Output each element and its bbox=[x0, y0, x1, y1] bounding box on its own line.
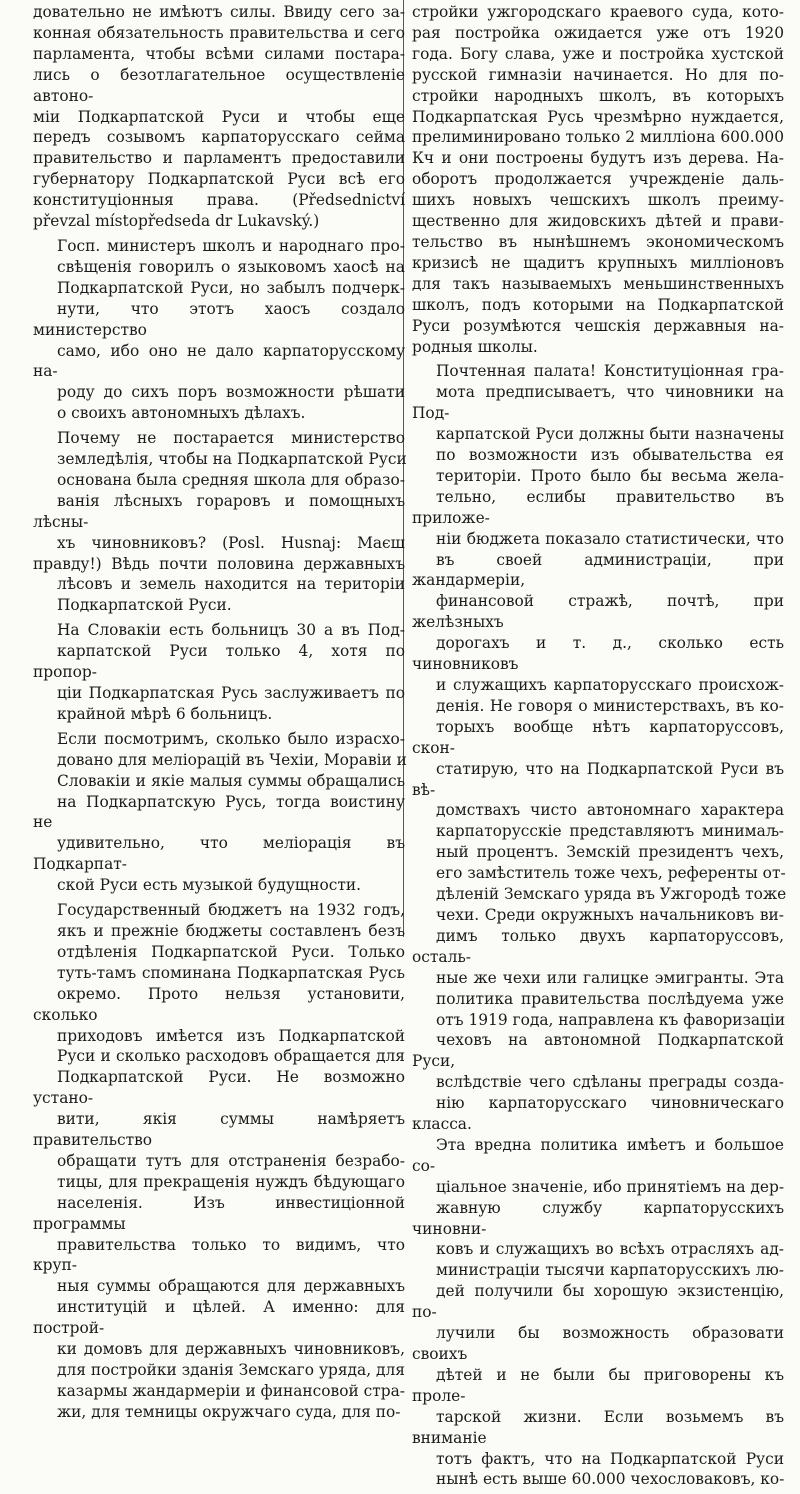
paragraph bbox=[33, 729, 405, 896]
text-line: нынѣ есть выше 60.000 чехословаковъ, ко- bbox=[436, 1470, 785, 1489]
text-line: казармы жандармеріи и финансовой стра- bbox=[57, 1381, 405, 1400]
text-line: нію карпаторусскаго чиновническаго класса. bbox=[412, 1094, 784, 1134]
text-line: Государственный бюджетъ на 1932 годъ, bbox=[57, 901, 405, 920]
text-line: димъ только двухъ карпаторуссовъ, осталь- bbox=[412, 926, 784, 966]
text-line: въ своей администраціи, при жандармеріи, bbox=[412, 550, 784, 590]
text-line: Кч и они построены будутъ изъ дерева. На- bbox=[412, 149, 784, 168]
right-column bbox=[412, 2, 787, 1494]
text-line: ской Руси есть музыкой будущности. bbox=[57, 876, 362, 895]
left-column bbox=[33, 2, 405, 1427]
text-line: ныя суммы обращаются для державныхъ bbox=[57, 1277, 405, 1296]
text-line: хъ чиновниковъ? (Posl. Husnaj: Маєш правду!) Вѣдь почти половина державныхъ bbox=[33, 533, 405, 573]
text-line: лучили бы возможность образовати своихъ bbox=[412, 1324, 784, 1363]
text-line: по возможности изъ обывательства ея bbox=[436, 446, 784, 465]
paragraph bbox=[33, 620, 405, 725]
text-line: чехи. Среди окружныхъ начальниковъ ви- bbox=[436, 905, 784, 924]
text-line: обращати тутъ для отстраненія безрабо- bbox=[57, 1151, 405, 1170]
text-line: ніи бюджета показало статистически, что bbox=[436, 529, 784, 548]
text-line: дѣтей и не были бы приговорены къ проле- bbox=[412, 1365, 784, 1405]
text-line: правительства только то видимъ, что круп- bbox=[33, 1235, 405, 1275]
text-line: нути, что этотъ хаосъ создало министерство bbox=[33, 299, 405, 339]
paragraph bbox=[33, 2, 405, 232]
text-line: торыхъ вообще нѣтъ карпаторуссовъ, скон- bbox=[412, 717, 784, 757]
text-line: чеховъ на автономной Подкарпатской Руси, bbox=[412, 1031, 784, 1071]
text-line: Если посмотримъ, сколько было израсхо- bbox=[57, 729, 405, 748]
text-line: оборотъ продолжается учрежденіе даль- bbox=[412, 170, 784, 189]
text-line: кризисѣ не щадитъ крупныхъ милліоновъ bbox=[412, 253, 784, 272]
text-line: щественно для жидовскихъ дѣтей и прави- bbox=[412, 212, 784, 231]
text-line: тельно, еслибы правительство въ приложе- bbox=[412, 487, 784, 527]
text-line: мота предписываетъ, что чиновники на Под- bbox=[412, 383, 784, 423]
text-line: отъ 1919 года, направлена къ фаворизаціи bbox=[436, 1010, 786, 1029]
text-line: политика правительства послѣдуема уже bbox=[436, 989, 784, 1008]
text-line: тельство въ нынѣшнемъ экономическомъ bbox=[412, 232, 784, 251]
text-line: жавную службу карпаторусскихъ чиновни- bbox=[412, 1198, 784, 1238]
text-line: стройки народныхъ школъ, въ которыхъ bbox=[412, 86, 784, 105]
text-line: окремо. Прото нельзя установити, сколько bbox=[33, 984, 405, 1024]
text-line: Подкарпатская Русь чрезмѣрно нуждается, bbox=[412, 107, 784, 126]
text-line: карпатской Руси только 4, хотя по пропор- bbox=[33, 642, 405, 682]
text-line: ковъ и служащихъ во всѣхъ отрасляхъ ад- bbox=[436, 1240, 784, 1259]
text-line: статирую, что на Подкарпатской Руси въ вѣ- bbox=[412, 759, 784, 799]
paragraph bbox=[33, 428, 405, 616]
text-line: Руси и сколько расходовъ обращается для bbox=[57, 1047, 405, 1066]
text-line: ки домовъ для державныхъ чиновниковъ, bbox=[57, 1340, 405, 1359]
text-line: тицы, для прекращенія нуждъ бѣдующаго bbox=[57, 1172, 405, 1191]
text-line: туть-тамъ споминана Подкарпатская Русь bbox=[57, 963, 405, 982]
text-line: само, ибо оно не дало карпаторусскому на- bbox=[33, 341, 405, 381]
text-line: вити, якія суммы намѣряетъ правительство bbox=[33, 1110, 405, 1150]
text-line: ціи Подкарпатская Русь заслуживаетъ по bbox=[57, 684, 405, 702]
text-line: дорогахъ и т. д., сколько есть чиновниковъ bbox=[412, 634, 784, 674]
text-line: его замѣститель тоже чехъ, референты от- bbox=[436, 864, 786, 883]
text-line: денія. Не говоря о министерствахъ, въ ко- bbox=[436, 696, 784, 715]
text-line: на Подкарпатскую Русь, тогда воистину не bbox=[33, 792, 405, 832]
text-line: Эта вредна политика имѣетъ и большое со- bbox=[412, 1135, 784, 1175]
text-line: Подкарпатской Руси. Не возможно устано- bbox=[33, 1068, 405, 1108]
text-line: школъ, подъ которыми на Подкарпатской bbox=[412, 295, 784, 314]
text-line: довано для меліорацій въ Чехіи, Моравіи и bbox=[57, 750, 407, 769]
paragraph bbox=[33, 236, 405, 424]
text-line: якъ и прежніе бюджеты составленъ безъ bbox=[57, 921, 405, 940]
text-line: Руси розумѣются чешскія державныя на- bbox=[412, 316, 784, 335]
text-line: отдѣленія Подкарпатской Руси. Только bbox=[57, 942, 405, 961]
paragraph bbox=[33, 900, 405, 1423]
paragraph bbox=[412, 2, 784, 357]
text-line: крайной мѣрѣ 6 больницъ. bbox=[57, 704, 273, 723]
text-line: приходовъ имѣется изъ Подкарпатской bbox=[57, 1026, 405, 1045]
text-line: губернатору Подкарпатской Руси всѣ его bbox=[33, 170, 405, 189]
text-line: конституціонныя права. (Předsednictví převzal místopředseda dr Lukavský.) bbox=[33, 191, 405, 231]
text-line: парламента, чтобы всѣми силами постара- bbox=[33, 44, 405, 63]
text-line: рая постройка ожидается уже отъ 1920 bbox=[412, 23, 784, 42]
text-line: населенія. Изъ инвестиціонной программы bbox=[33, 1193, 405, 1233]
text-line: конная обязательность правительства и сего bbox=[33, 23, 405, 42]
text-line: карпаторусскіе представляютъ минимаљ- bbox=[436, 822, 784, 841]
text-line: домствахъ чисто автономнаго характера bbox=[436, 801, 784, 820]
text-line: русской гимназіи начинается. Но для по- bbox=[412, 65, 784, 84]
text-line: свѣщенія говорилъ о языковомъ хаосѣ на bbox=[57, 257, 405, 276]
text-line: жи, для темницы окружчаго суда, для по- bbox=[57, 1402, 401, 1421]
paragraph bbox=[412, 361, 787, 1490]
text-line: для такъ называемыхъ меньшинственныхъ bbox=[412, 274, 784, 293]
text-line: територіи. Прото было бы весьма жела- bbox=[436, 466, 784, 485]
text-line: карпатской Руси должны быти назначены bbox=[436, 425, 784, 444]
text-line: удивительно, что меліорація въ Подкарпат- bbox=[33, 834, 405, 874]
text-line: для постройки зданія Земскаго уряда, для bbox=[57, 1361, 405, 1379]
text-line: довательно не имѣютъ силы. Ввиду сего за- bbox=[33, 3, 405, 21]
text-line: министраціи тысячи карпаторусскихъ лю- bbox=[436, 1261, 784, 1280]
text-line: земледѣлія, чтобы на Подкарпатской Руси bbox=[57, 450, 407, 469]
text-line: стройки ужгородскаго краевого суда, кото- bbox=[412, 3, 784, 21]
text-line: тарской жизни. Если возьмемъ въ вниманіе bbox=[412, 1407, 784, 1447]
text-line: прелиминировано только 2 милліона 600.000 bbox=[412, 128, 784, 147]
text-line: Подкарпатской Руси, но забылъ подчерк- bbox=[57, 278, 405, 297]
text-line: Госп. министеръ школъ и народнаго про- bbox=[57, 236, 405, 255]
text-line: Словакіи и якіе малыя суммы обращались bbox=[57, 771, 405, 790]
text-line: роду до сихъ поръ возможности рѣшати bbox=[57, 383, 405, 402]
text-line: На Словакіи есть больницъ 30 а въ Под- bbox=[57, 621, 405, 640]
text-line: лись о безотлагательное осуществленіе автоно- bbox=[33, 65, 405, 105]
text-line: дѣленій Земскаго уряда въ Ужгородѣ тоже bbox=[436, 885, 787, 904]
text-line: дей получили бы хорошую экзистенцію, по- bbox=[412, 1282, 784, 1322]
text-line: тотъ фактъ, что на Подкарпатской Руси bbox=[436, 1449, 784, 1468]
text-line: передъ созывомъ карпаторусскаго сейма bbox=[33, 128, 405, 147]
text-line: вслѣдствіе чего сдѣланы преграды созда- bbox=[436, 1073, 784, 1092]
text-line: Подкарпатской Руси. bbox=[57, 596, 232, 615]
text-line: Почтенная палата! Конституціонная гра- bbox=[436, 362, 784, 381]
text-line: ный процентъ. Земскій президентъ чехъ, bbox=[436, 843, 784, 862]
text-line: Почему не постарается министерство bbox=[57, 429, 405, 448]
text-line: лѣсовъ и земель находится на територіи bbox=[57, 575, 405, 594]
text-line: шихъ новыхъ чешскихъ школъ преиму- bbox=[412, 191, 784, 210]
text-line: родныя школы. bbox=[412, 337, 538, 356]
text-line: ванія лѣсныхъ гораровъ и помощныхъ лѣсны- bbox=[33, 491, 405, 531]
text-line: финансовой стражѣ, почтѣ, при желѣзныхъ bbox=[412, 592, 784, 632]
text-line: о своихъ автономныхъ дѣлахъ. bbox=[57, 404, 306, 423]
text-line: правительство и парламентъ предоставили bbox=[33, 149, 405, 168]
text-line: ные же чехи или галицке эмигранты. Эта bbox=[436, 968, 784, 987]
text-line: міи Подкарпатской Руси и чтобы еще bbox=[33, 107, 405, 126]
text-line: ціальное значеніе, ибо принятіемъ на дер- bbox=[436, 1177, 785, 1196]
text-line: институцій и цѣлей. А именно: для построй- bbox=[33, 1298, 405, 1338]
text-line: основана была средняя школа для образо- bbox=[57, 470, 405, 489]
text-line: года. Богу слава, уже и постройка хустской bbox=[412, 44, 784, 63]
text-line: и служащихъ карпаторусскаго происхож- bbox=[436, 676, 784, 694]
